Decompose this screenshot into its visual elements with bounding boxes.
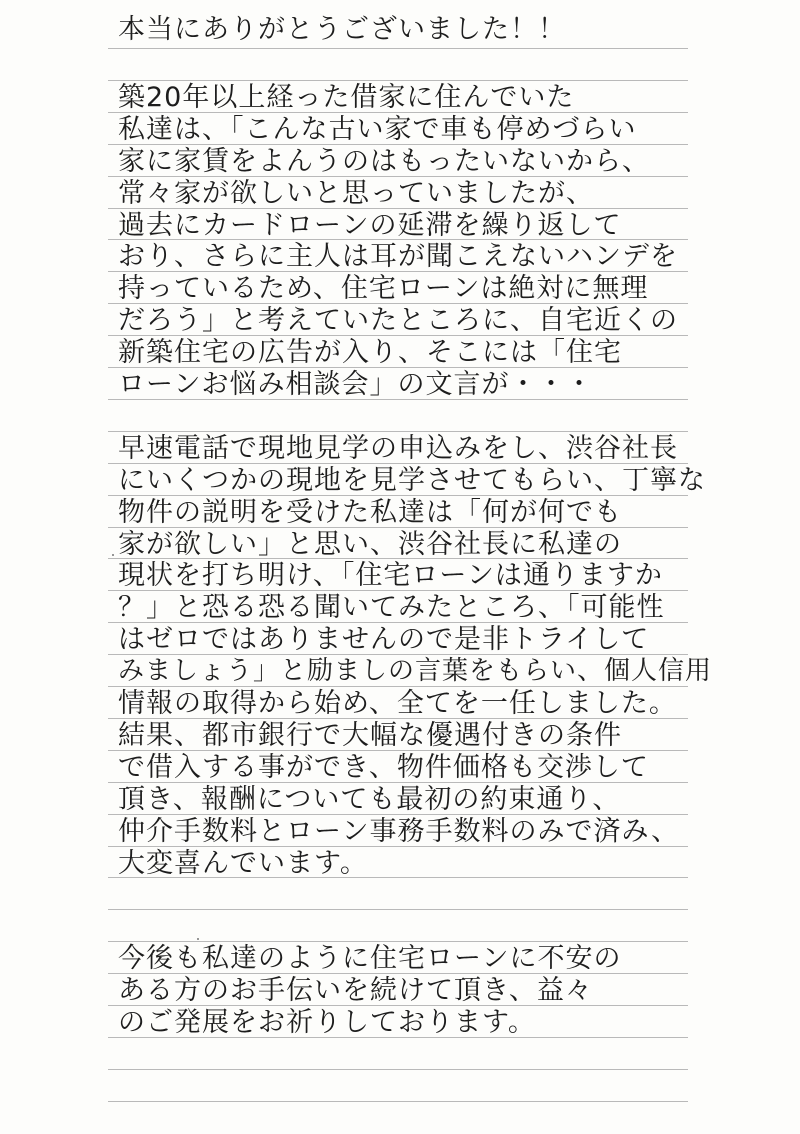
letter-line-30: 今後も私達のように住宅ローンに不安の (118, 943, 622, 974)
letter-line-25: 頂き、報酬についても最初の約束通り、 (118, 784, 621, 815)
letter-line-15: にいくつかの現地を見学させてもらい、丁寧な (118, 465, 706, 496)
letter-line-04: 私達は、「こんな古い家で車も停めづらい (118, 114, 637, 145)
letter-line-06: 常々家が欲しいと思っていましたが、 (118, 178, 594, 209)
letter-line-23: 結果、都市銀行で大幅な優遇付きの条件 (118, 720, 622, 751)
letter-line-18: 現状を打ち明け、「住宅ローンは通りますか (118, 560, 663, 591)
stray-mark (197, 938, 199, 940)
letter-line-03: 築20年以上経った借家に住んでいた (118, 82, 575, 113)
letter-line-19: ？」と恐る恐る聞いてみたところ、「可能性 (118, 592, 665, 623)
letter-line-12: ローンお悩み相談会」の文言が・・・ (118, 369, 594, 400)
letter-line-31: ある方のお手伝いを続けて頂き、益々 (118, 975, 593, 1006)
letter-line-09: 持っているため、住宅ローンは絶対に無理 (118, 273, 649, 304)
letter-line-17: 家が欲しい」と思い、渋谷社長に私達の (118, 529, 622, 560)
letter-line-01: 本当にありがとうございました！！ (118, 14, 566, 45)
letter-line-16: 物件の説明を受けた私達は「何が何でも (118, 497, 622, 528)
letter-line-10: だろう」と考えていたところに、自宅近くの (118, 305, 678, 336)
letter-line-32: のご発展をお祈りしております。 (118, 1007, 536, 1038)
letter-line-22: 情報の取得から始め、全てを一任しました。 (118, 688, 677, 719)
stray-mark (112, 554, 114, 556)
letter-line-20: はゼロではありませんので是非トライして (118, 624, 650, 655)
letter-line-24: で借入する事ができ、物件価格も交渉して (118, 752, 649, 783)
letter-line-05: 家に家賃をよんうのはもったいないから、 (118, 146, 650, 177)
handwritten-letter (118, 0, 718, 1134)
letter-line-11: 新築住宅の広告が入り、そこには「住宅 (118, 337, 622, 368)
letter-line-27: 大変喜んでいます。 (118, 848, 368, 879)
letter-line-21: みましょう」と励ましの言葉をもらい、個人信用 (118, 656, 713, 686)
letter-line-26: 仲介手数料とローン事務手数料のみで済み、 (118, 816, 680, 847)
letter-line-14: 早速電話で現地見学の申込みをし、渋谷社長 (118, 433, 678, 464)
letter-line-08: おり、さらに主人は耳が聞こえないハンデを (118, 241, 678, 272)
letter-line-07: 過去にカードローンの延滞を繰り返して (118, 210, 622, 241)
